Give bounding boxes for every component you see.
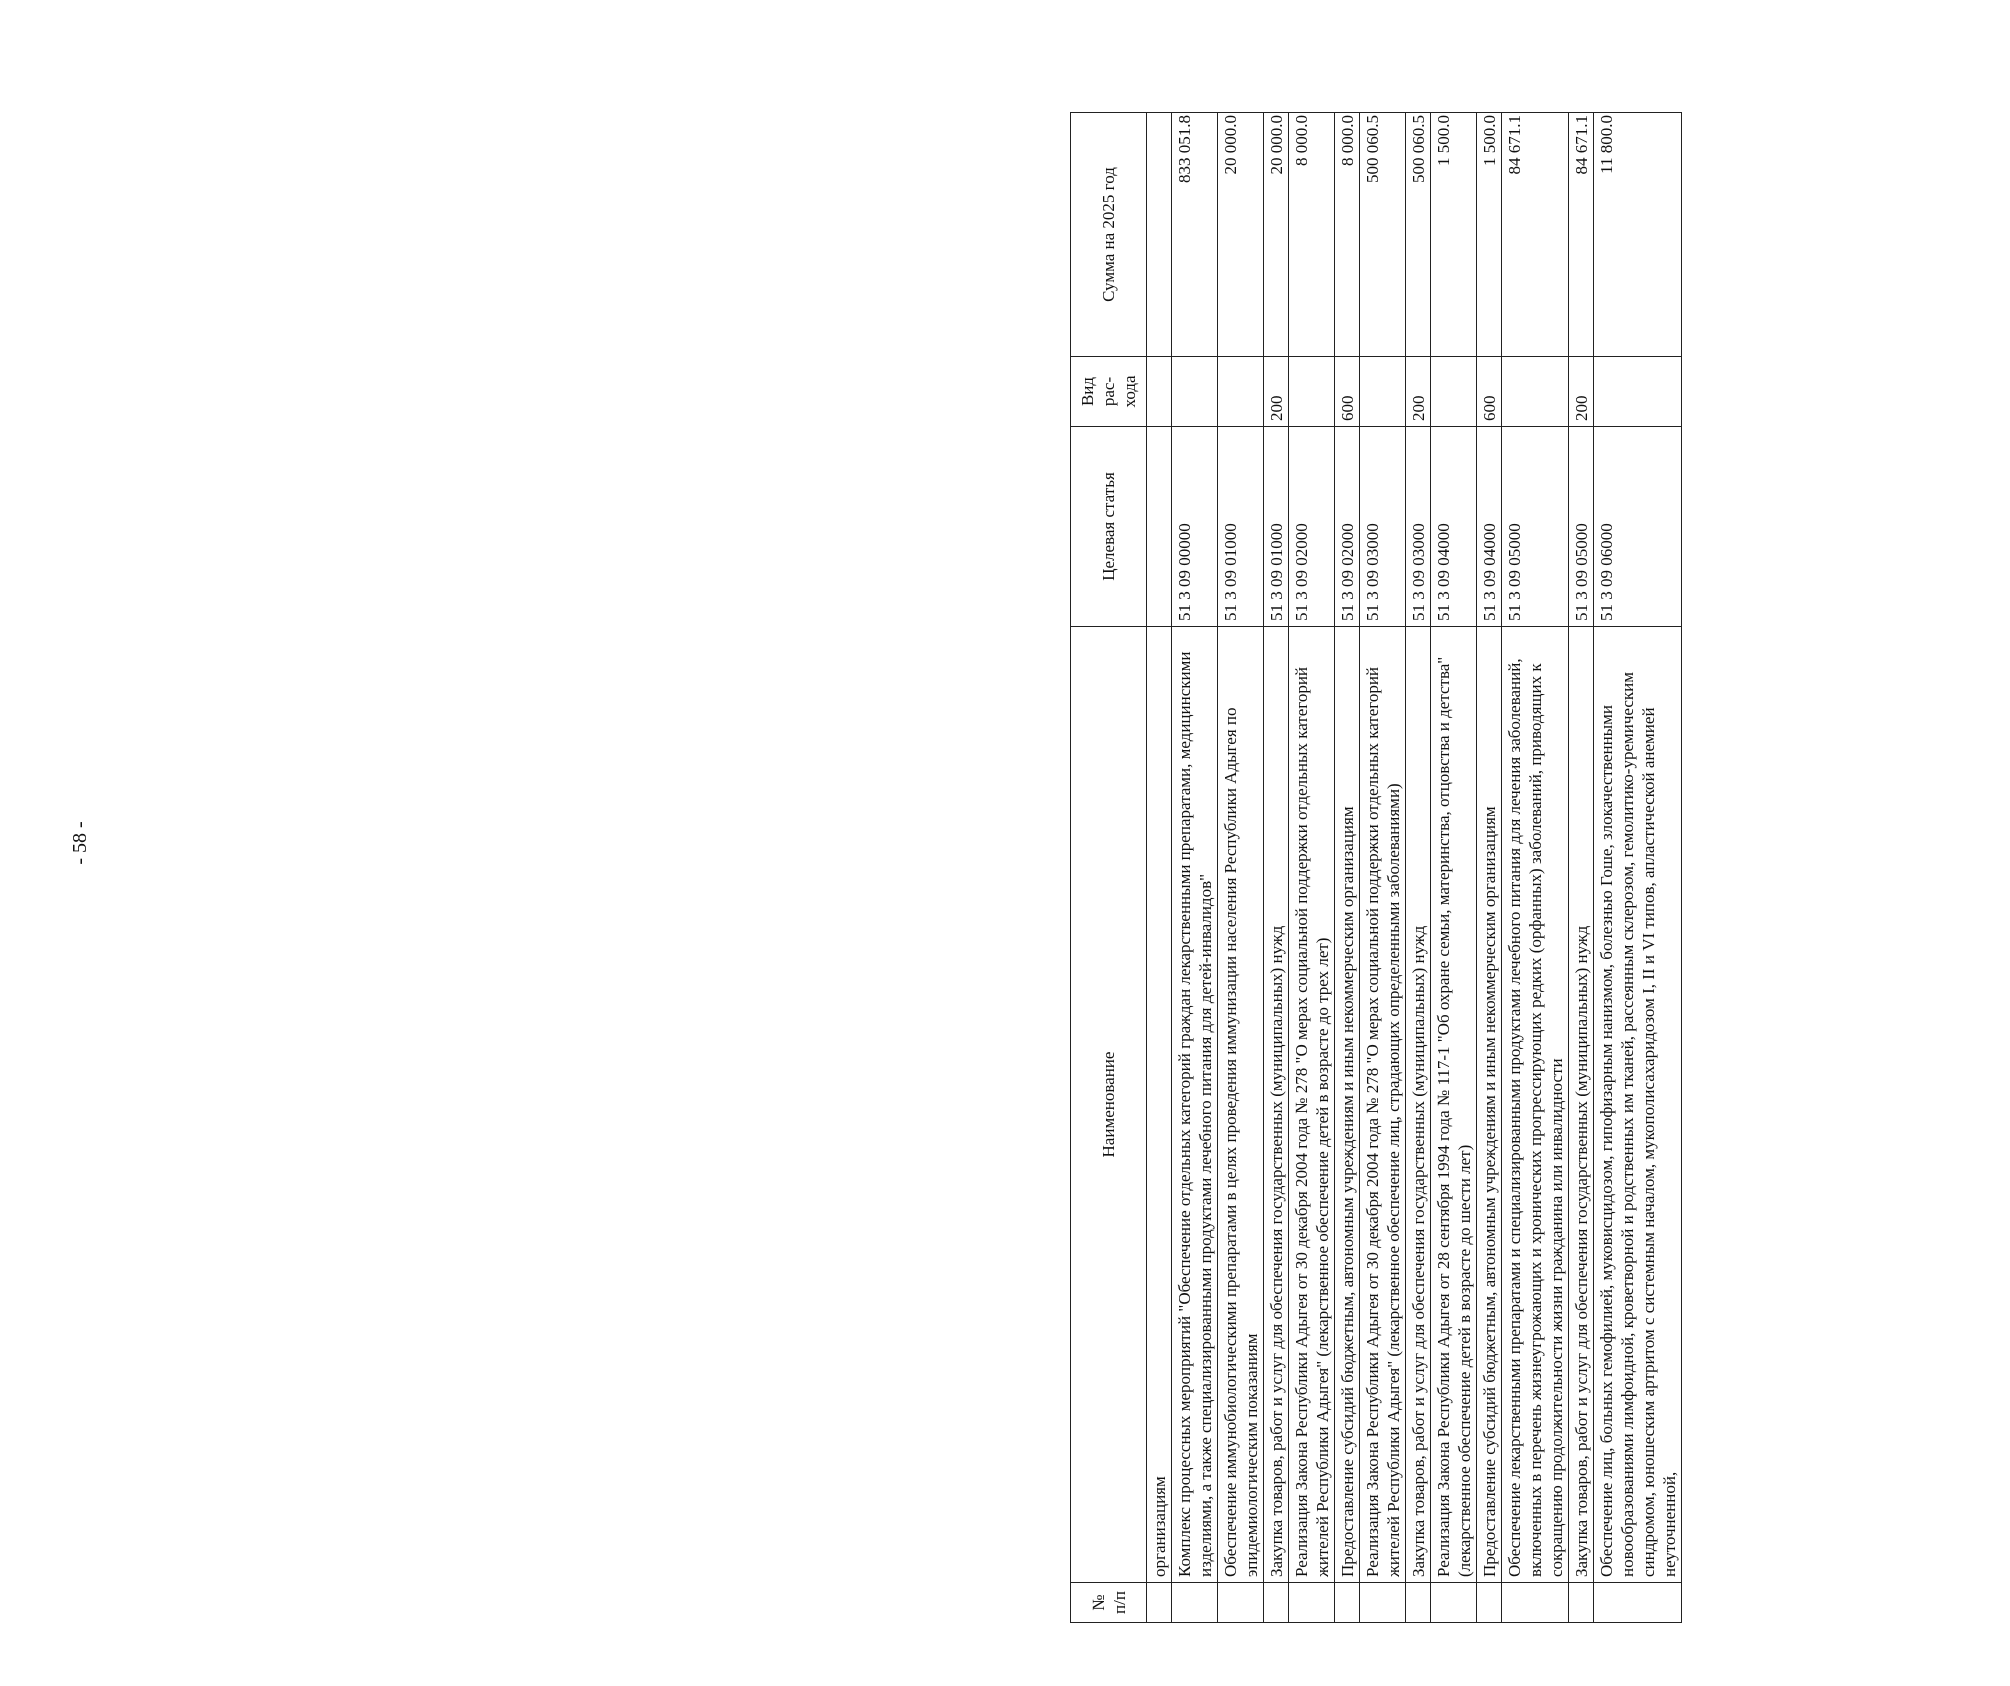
table-row (1172, 113, 1218, 1623)
cell-code: 51 3 09 01000 (1264, 427, 1289, 627)
cell-num (1289, 1583, 1335, 1623)
cell-sum: 1 500.0 (1431, 113, 1477, 357)
cell-name: Закупка товаров, работ и услуг для обеспечения государственных (муниципальных) нужд (1264, 627, 1289, 1583)
header-code: Целевая статья (1071, 427, 1147, 627)
cell-sum: 833 051.8 (1172, 113, 1218, 357)
cell-name: Реализация Закона Республики Адыгея от 28 сентября 1994 года № 117-1 "Об охране семьи, материнства, отцовства и детства" (лекарственное обеспечение детей в возрасте до шести лет) (1431, 627, 1477, 1583)
cell-name: Комплекс процессных мероприятий "Обеспечение отдельных категорий граждан лекарственными препаратами, медицинскими изделиями, а также специализированными продуктами лечебного питания для детей-инвалидов" (1172, 627, 1218, 1583)
table-row (1289, 113, 1335, 1623)
cell-type (1360, 357, 1406, 427)
budget-table (1070, 112, 1682, 1623)
cell-code: 51 3 09 05000 (1569, 427, 1594, 627)
header-num: № п/п (1071, 1583, 1147, 1623)
cell-num (1172, 1583, 1218, 1623)
cell-num (1569, 1583, 1594, 1623)
cell-name: Обеспечение иммунобиологическими препаратами в целях проведения иммунизации населения Республики Адыгея по эпидемиологическим показаниям (1218, 627, 1264, 1583)
table-row (1335, 113, 1360, 1623)
cell-name: Обеспечение лиц, больных гемофилией, муковисцидозом, гипофизарным нанизмом, болезнью Гоше, злокачественными новообразованиями лимфоидной, кроветворной и родственных им тканей, рассеянным склерозом, гемолитико-уремическим синдромом, юношеским артритом с системным началом, мукополисахаридозом I, II и VI типов, апластической анемией неуточненной, (1594, 627, 1682, 1583)
table-row (1406, 113, 1431, 1623)
cell-type (1431, 357, 1477, 427)
cell-sum (1147, 113, 1172, 357)
cell-name: организациям (1147, 627, 1172, 1583)
cell-code: 51 3 09 06000 (1594, 427, 1682, 627)
cell-code: 51 3 09 02000 (1335, 427, 1360, 627)
cell-sum: 84 671.1 (1569, 113, 1594, 357)
table-row (1569, 113, 1594, 1623)
table-row (1477, 113, 1502, 1623)
cell-num (1594, 1583, 1682, 1623)
cell-code: 51 3 09 01000 (1218, 427, 1264, 627)
cell-name: Закупка товаров, работ и услуг для обеспечения государственных (муниципальных) нужд (1569, 627, 1594, 1583)
cell-sum: 8 000.0 (1335, 113, 1360, 357)
cell-name: Предоставление субсидий бюджетным, автономным учреждениям и иным некоммерческим организациям (1335, 627, 1360, 1583)
cell-name: Закупка товаров, работ и услуг для обеспечения государственных (муниципальных) нужд (1406, 627, 1431, 1583)
cell-num (1502, 1583, 1569, 1623)
cell-num (1147, 1583, 1172, 1623)
cell-sum: 1 500.0 (1477, 113, 1502, 357)
cell-type: 200 (1406, 357, 1431, 427)
cell-code: 51 3 09 03000 (1406, 427, 1431, 627)
cell-sum: 20 000.0 (1218, 113, 1264, 357)
cell-type: 200 (1264, 357, 1289, 427)
cell-sum: 500 060.5 (1406, 113, 1431, 357)
header-name: Наименование (1071, 627, 1147, 1583)
header-type: Вид рас- хода (1071, 357, 1147, 427)
cell-sum: 500 060.5 (1360, 113, 1406, 357)
page-number: - 58 - (69, 821, 91, 865)
cell-type: 600 (1335, 357, 1360, 427)
cell-type (1502, 357, 1569, 427)
cell-sum: 84 671.1 (1502, 113, 1569, 357)
cell-code: 51 3 09 02000 (1289, 427, 1335, 627)
cell-type: 600 (1477, 357, 1502, 427)
table-row (1264, 113, 1289, 1623)
cell-num (1264, 1583, 1289, 1623)
cell-type (1172, 357, 1218, 427)
table-row (1594, 113, 1682, 1623)
table-header-row (1071, 113, 1147, 1623)
cell-num (1406, 1583, 1431, 1623)
cell-sum: 8 000.0 (1289, 113, 1335, 357)
table-row (1218, 113, 1264, 1623)
header-sum: Сумма на 2025 год (1071, 113, 1147, 357)
cell-code: 51 3 09 00000 (1172, 427, 1218, 627)
cell-name: Предоставление субсидий бюджетным, автономным учреждениям и иным некоммерческим организациям (1477, 627, 1502, 1583)
cell-code: 51 3 09 05000 (1502, 427, 1569, 627)
cell-code: 51 3 09 04000 (1431, 427, 1477, 627)
cell-code (1147, 427, 1172, 627)
cell-name: Обеспечение лекарственными препаратами и специализированными продуктами лечебного питания для лечения заболеваний, включенных в перечень жизнеугрожающих и хронических прогрессирующих редких (орфанных) заболеваний, приводящих к сокращению продолжительности жизни гражданина или инвалидности (1502, 627, 1569, 1583)
cell-num (1360, 1583, 1406, 1623)
cell-type: 200 (1569, 357, 1594, 427)
cell-type (1594, 357, 1682, 427)
cell-num (1218, 1583, 1264, 1623)
cell-code: 51 3 09 03000 (1360, 427, 1406, 627)
cell-type (1147, 357, 1172, 427)
cell-name: Реализация Закона Республики Адыгея от 30 декабря 2004 года № 278 "О мерах социальной поддержки отдельных категорий жителей Республики Адыгея" (лекарственное обеспечение лиц, страдающих определенными заболеваниями) (1360, 627, 1406, 1583)
cell-sum: 20 000.0 (1264, 113, 1289, 357)
cell-name: Реализация Закона Республики Адыгея от 30 декабря 2004 года № 278 "О мерах социальной поддержки отдельных категорий жителей Республики Адыгея" (лекарственное обеспечение детей в возрасте до трех лет) (1289, 627, 1335, 1583)
cell-code: 51 3 09 04000 (1477, 427, 1502, 627)
cell-type (1218, 357, 1264, 427)
table-row (1431, 113, 1477, 1623)
cell-type (1289, 357, 1335, 427)
cell-num (1431, 1583, 1477, 1623)
budget-table-rotated (1070, 113, 2010, 1623)
table-row (1502, 113, 1569, 1623)
cell-num (1335, 1583, 1360, 1623)
cell-sum: 11 800.0 (1594, 113, 1682, 357)
table-row (1360, 113, 1406, 1623)
cell-num (1477, 1583, 1502, 1623)
table-row (1147, 113, 1172, 1623)
